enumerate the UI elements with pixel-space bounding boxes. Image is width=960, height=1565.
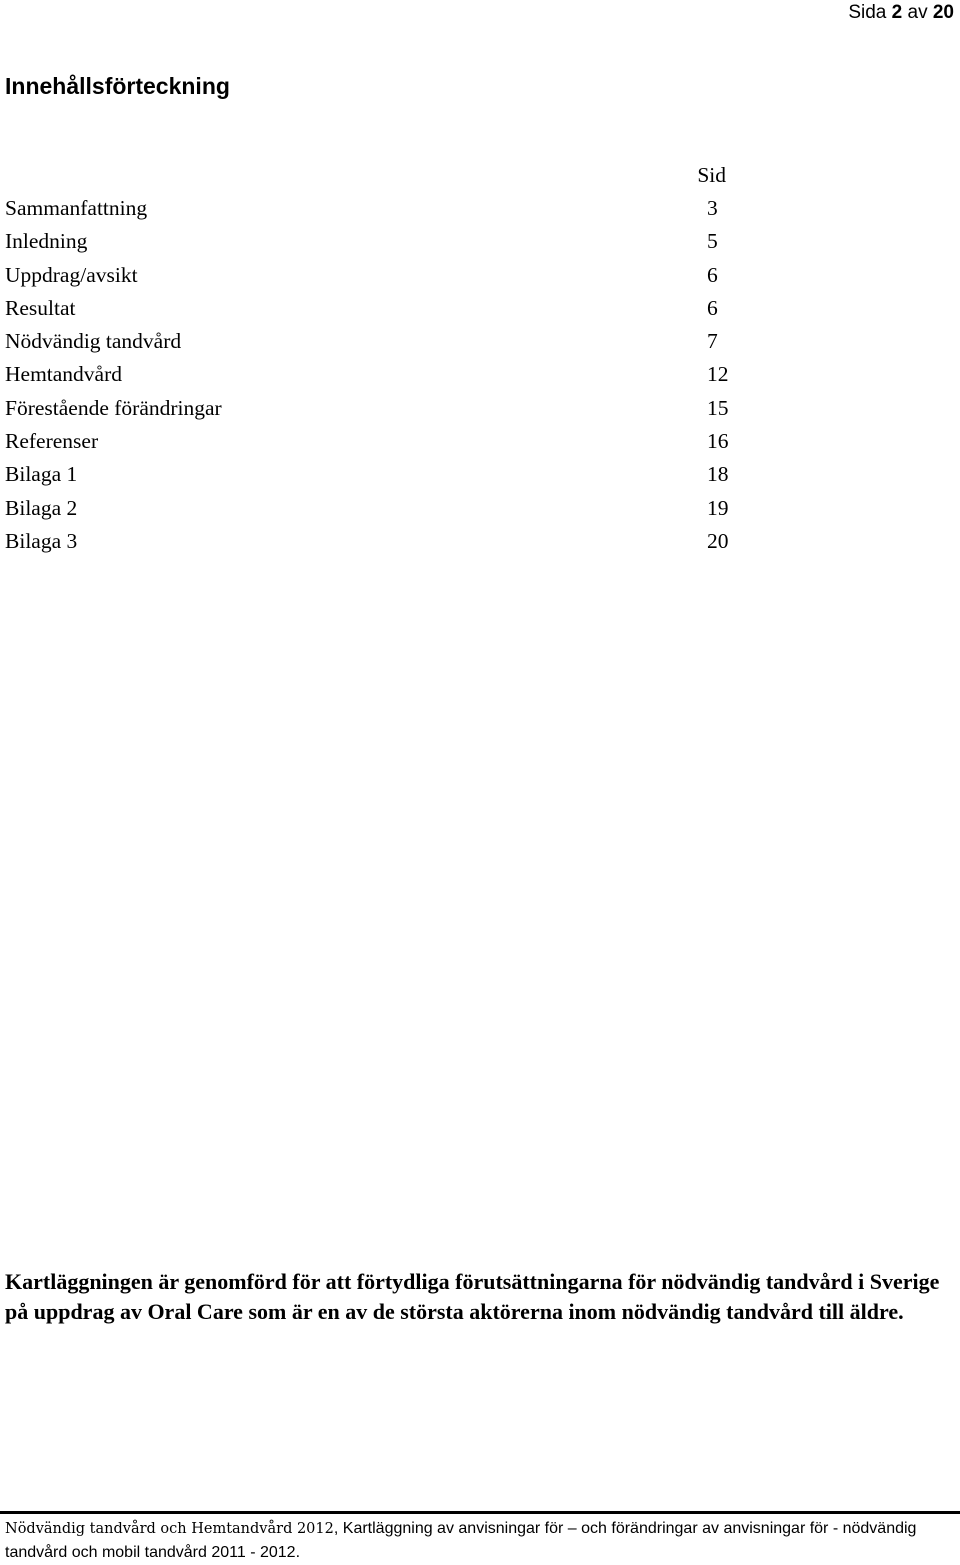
page-number <box>848 2 954 24</box>
toc-entry-label: Inledning <box>5 229 88 254</box>
toc-entry-page: 6 <box>707 262 718 287</box>
toc-title: Innehållsförteckning <box>5 73 230 99</box>
toc-entry-page: 18 <box>707 462 729 487</box>
page-prefix: Sida <box>848 2 887 23</box>
toc-entry[interactable] <box>5 226 735 259</box>
toc-entry[interactable] <box>5 193 735 226</box>
toc-entry-label: Förestående förändringar <box>5 395 222 420</box>
table-of-contents <box>5 160 735 559</box>
toc-entry[interactable] <box>5 326 735 359</box>
toc-entry[interactable] <box>5 260 735 293</box>
toc-entry-label: Uppdrag/avsikt <box>5 262 138 287</box>
toc-entry[interactable] <box>5 526 735 559</box>
footer-document-subtitle: , Kartläggning av anvisningar för – och förändringar av anvisningar för - nödvändig tandvård och mobil tandvård 2011 - 2012. <box>5 1520 917 1561</box>
toc-entry[interactable] <box>5 293 735 326</box>
toc-entry-page: 20 <box>707 528 729 553</box>
toc-entry-page: 16 <box>707 429 729 454</box>
toc-entry-label: Bilaga 2 <box>5 495 78 520</box>
toc-entry-page: 15 <box>707 395 729 420</box>
toc-entry-page: 6 <box>707 295 718 320</box>
page-current: 2 <box>891 2 903 23</box>
toc-entry[interactable] <box>5 359 735 392</box>
toc-entry-page: 12 <box>707 362 729 387</box>
toc-entry[interactable] <box>5 426 735 459</box>
toc-entry[interactable] <box>5 459 735 492</box>
toc-entry-page: 3 <box>707 196 718 220</box>
summary-paragraph: Kartläggningen är genomförd för att förtydliga förutsättningarna för nödvändig tandvård i Sverige på uppdrag av Oral Care som är en av de största aktörerna inom nödvändig tandvård till äldre. <box>5 1269 940 1324</box>
footer-divider <box>0 1511 960 1514</box>
toc-entry[interactable] <box>5 493 735 526</box>
toc-entry-label: Referenser <box>5 429 99 454</box>
toc-entry-page: 19 <box>707 495 729 520</box>
toc-entry-label: Hemtandvård <box>5 362 123 387</box>
footer-document-title: Nödvändig tandvård och Hemtandvård 2012 <box>5 1521 334 1537</box>
toc-entry-page: 7 <box>707 329 718 354</box>
toc-entry[interactable] <box>5 393 735 426</box>
toc-entries <box>5 193 735 559</box>
toc-entry-label: Sammanfattning <box>5 196 148 220</box>
toc-entry-page: 5 <box>707 229 718 254</box>
toc-entry-label: Nödvändig tandvård <box>5 329 182 354</box>
toc-entry-label: Resultat <box>5 295 76 320</box>
toc-entry-label: Bilaga 1 <box>5 462 78 487</box>
toc-entry-label: Bilaga 3 <box>5 528 78 553</box>
footer <box>5 1517 955 1565</box>
page-of: av <box>907 2 928 23</box>
page-total: 20 <box>932 2 954 23</box>
toc-page-column-label: Sid <box>697 163 726 187</box>
